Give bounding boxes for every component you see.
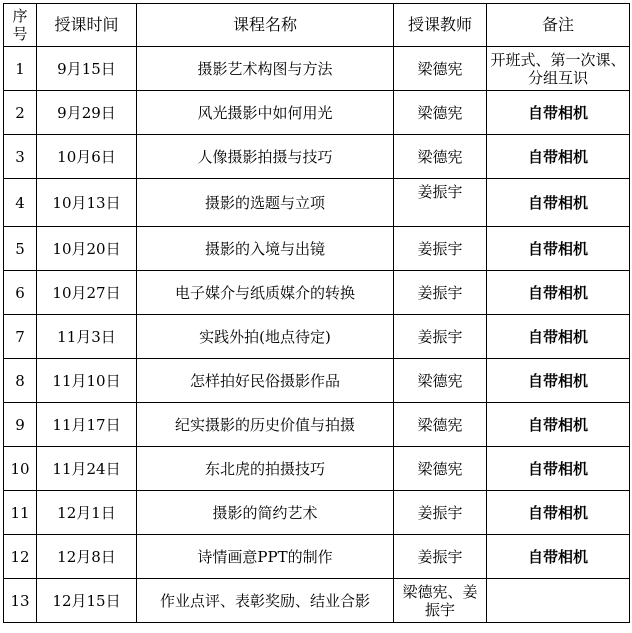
cell-date: 12月15日 — [37, 579, 137, 623]
cell-course: 纪实摄影的历史价值与拍摄 — [137, 403, 394, 447]
cell-course: 摄影的入境与出镜 — [137, 227, 394, 271]
cell-date: 12月8日 — [37, 535, 137, 579]
cell-seq: 1 — [4, 47, 37, 91]
cell-date: 10月6日 — [37, 135, 137, 179]
cell-seq: 3 — [4, 135, 37, 179]
cell-teacher: 姜振宇 — [394, 535, 487, 579]
cell-teacher: 姜振宇 — [394, 315, 487, 359]
table-row — [4, 179, 630, 227]
table-row — [4, 227, 630, 271]
cell-teacher: 梁德宪 — [394, 135, 487, 179]
cell-course: 摄影的简约艺术 — [137, 491, 394, 535]
table-row — [4, 403, 630, 447]
cell-seq: 9 — [4, 403, 37, 447]
cell-seq: 4 — [4, 179, 37, 227]
cell-date: 11月10日 — [37, 359, 137, 403]
cell-course: 摄影的选题与立项 — [137, 179, 394, 227]
cell-seq: 7 — [4, 315, 37, 359]
cell-date: 11月24日 — [37, 447, 137, 491]
cell-course: 怎样拍好民俗摄影作品 — [137, 359, 394, 403]
header-row — [4, 4, 630, 47]
header-seq: 序号 — [4, 4, 37, 47]
cell-note: 自带相机 — [487, 403, 630, 447]
table-row — [4, 359, 630, 403]
cell-note: 开班式、第一次课、分组互识 — [487, 47, 630, 91]
table-row — [4, 535, 630, 579]
cell-note: 自带相机 — [487, 359, 630, 403]
cell-teacher: 姜振宇 — [394, 179, 487, 227]
cell-date: 11月3日 — [37, 315, 137, 359]
cell-date: 11月17日 — [37, 403, 137, 447]
table-row — [4, 47, 630, 91]
cell-course: 诗情画意PPT的制作 — [137, 535, 394, 579]
cell-teacher: 姜振宇 — [394, 227, 487, 271]
cell-course: 作业点评、表彰奖励、结业合影 — [137, 579, 394, 623]
cell-seq: 11 — [4, 491, 37, 535]
cell-seq: 13 — [4, 579, 37, 623]
cell-seq: 10 — [4, 447, 37, 491]
cell-note: 自带相机 — [487, 491, 630, 535]
cell-teacher: 梁德宪 — [394, 359, 487, 403]
cell-note: 自带相机 — [487, 535, 630, 579]
cell-date: 9月15日 — [37, 47, 137, 91]
cell-note: 自带相机 — [487, 179, 630, 227]
cell-teacher: 姜振宇 — [394, 271, 487, 315]
cell-course: 电子媒介与纸质媒介的转换 — [137, 271, 394, 315]
course-schedule-table — [3, 3, 630, 623]
cell-note: 自带相机 — [487, 227, 630, 271]
cell-date: 10月27日 — [37, 271, 137, 315]
table-row — [4, 135, 630, 179]
header-note: 备注 — [487, 4, 630, 47]
cell-note: 自带相机 — [487, 91, 630, 135]
cell-date: 10月13日 — [37, 179, 137, 227]
cell-course: 摄影艺术构图与方法 — [137, 47, 394, 91]
cell-note: 自带相机 — [487, 315, 630, 359]
cell-note: 自带相机 — [487, 271, 630, 315]
cell-teacher: 梁德宪 — [394, 403, 487, 447]
cell-note: 自带相机 — [487, 447, 630, 491]
cell-note — [487, 579, 630, 623]
table-row — [4, 447, 630, 491]
header-course: 课程名称 — [137, 4, 394, 47]
header-date: 授课时间 — [37, 4, 137, 47]
table-row — [4, 91, 630, 135]
cell-seq: 6 — [4, 271, 37, 315]
cell-course: 风光摄影中如何用光 — [137, 91, 394, 135]
cell-teacher: 姜振宇 — [394, 491, 487, 535]
cell-teacher: 梁德宪 — [394, 47, 487, 91]
cell-course: 实践外拍(地点待定) — [137, 315, 394, 359]
cell-teacher: 梁德宪 — [394, 91, 487, 135]
cell-seq: 12 — [4, 535, 37, 579]
table-row — [4, 579, 630, 623]
cell-date: 12月1日 — [37, 491, 137, 535]
cell-teacher: 梁德宪 — [394, 447, 487, 491]
cell-seq: 8 — [4, 359, 37, 403]
cell-date: 9月29日 — [37, 91, 137, 135]
header-teacher: 授课教师 — [394, 4, 487, 47]
cell-teacher: 梁德宪、姜振宇 — [394, 579, 487, 623]
cell-seq: 5 — [4, 227, 37, 271]
cell-note: 自带相机 — [487, 135, 630, 179]
cell-date: 10月20日 — [37, 227, 137, 271]
cell-seq: 2 — [4, 91, 37, 135]
cell-course: 东北虎的拍摄技巧 — [137, 447, 394, 491]
cell-course: 人像摄影拍摄与技巧 — [137, 135, 394, 179]
table-row — [4, 271, 630, 315]
table-row — [4, 315, 630, 359]
table-row — [4, 491, 630, 535]
